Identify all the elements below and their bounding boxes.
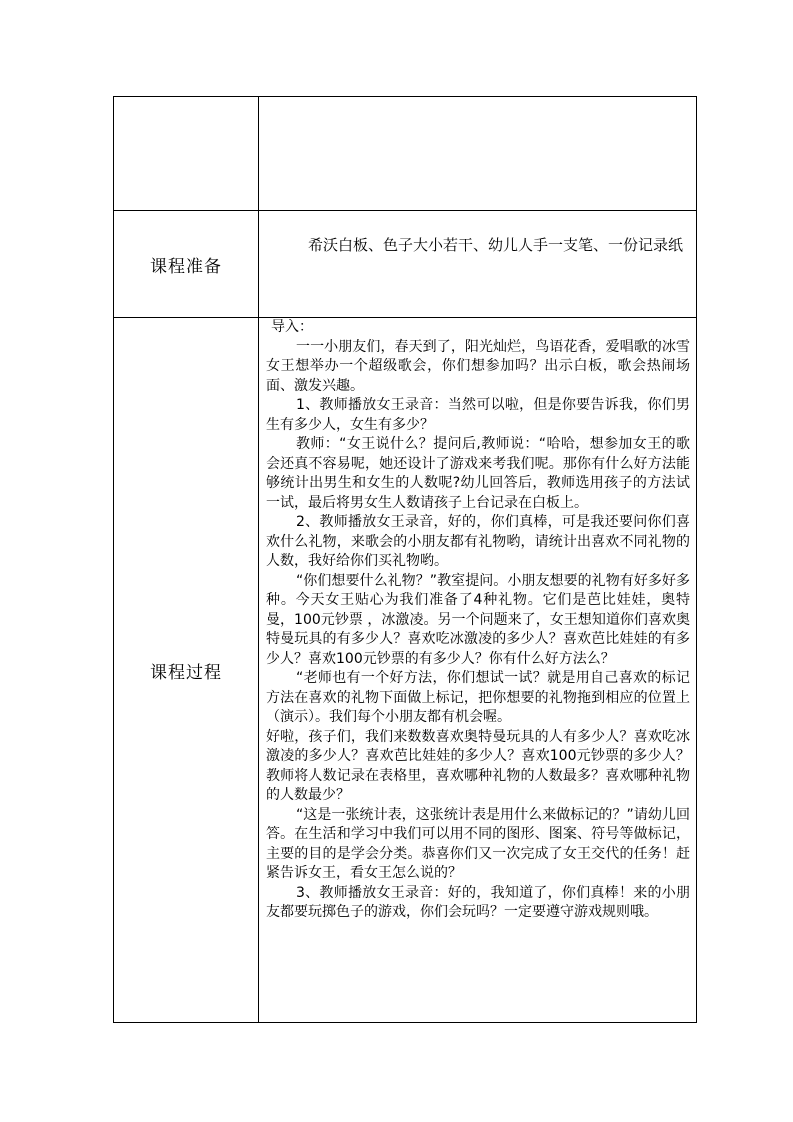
process-paragraph-intro: 导入： — [271, 319, 313, 335]
course-preparation-label: 课程准备 — [114, 211, 259, 318]
lesson-plan-table — [113, 96, 697, 1023]
course-preparation-text: 希沃白板、色子大小若干、幼儿人手一支笔、一份记录纸 — [308, 236, 684, 254]
process-paragraph: 3、教师播放女王录音：好的，我知道了，你们真棒！来的小朋友都要玩掷色子的游戏，你们会玩吗？一定要遵守游戏规则哦。 — [266, 884, 690, 920]
process-paragraph: 一一小朋友们，春天到了，阳光灿烂，鸟语花香，爱唱歌的冰雪女王想举办一个超级歌会，你们想参加吗？出示白板，歌会热闹场面、激发兴趣。 — [266, 338, 690, 394]
process-paragraph: “老师也有一个好方法，你们想试一试？就是用自己喜欢的标记方法在喜欢的礼物下面做上标记，把你想要的礼物拖到相应的位置上（演示）。我们每个小朋友都有机会喔。 — [266, 670, 690, 725]
course-process-label: 课程过程 — [114, 318, 259, 1023]
course-preparation-content — [259, 211, 697, 318]
process-paragraph: 1、教师播放女王录音：当然可以啦，但是你要告诉我，你们男生有多少人，女生有多少？ — [266, 397, 690, 433]
process-paragraph: 2、教师播放女王录音，好的，你们真棒，可是我还要问你们喜欢什么礼物，来歌会的小朋友都有礼物哟，请统计出喜欢不同礼物的人数，我好给你们买礼物哟。 — [266, 514, 690, 569]
table-row-course-process — [114, 318, 697, 1023]
table-row-blank — [114, 97, 697, 211]
table-row-course-preparation — [114, 211, 697, 318]
row-label-blank — [114, 97, 259, 211]
course-process-content — [259, 318, 697, 1023]
process-paragraph: 好啦，孩子们，我们来数数喜欢奥特曼玩具的人有多少人？喜欢吃冰激凌的多少人？喜欢芭比娃娃的多少人？喜欢100元钞票的多少人？教师将人数记录在表格里，喜欢哪种礼物的人数最多？喜欢哪种礼物的人数最少？ — [266, 728, 690, 803]
row-content-blank — [259, 97, 697, 211]
process-paragraph: “这是一张统计表，这张统计表是用什么来做标记的？”请幼儿回答。在生活和学习中我们可以用不同的图形、图案、符号等做标记，主要的目的是学会分类。恭喜你们又一次完成了女王交代的任务！赶紧告诉女王，看女王怎么说的？ — [266, 806, 690, 881]
process-paragraph: 教师：“女王说什么？提问后,教师说：“哈哈，想参加女王的歌会还真不容易呢，她还设计了游戏来考我们呢。那你有什么好方法能够统计出男生和女生的人数呢?幼儿回答后，教师选用孩子的方法试一试，最后将男女生人数请孩子上台记录在白板上。 — [266, 436, 690, 511]
course-process-text — [266, 318, 690, 923]
process-paragraph: “你们想要什么礼物？”教室提问。小朋友想要的礼物有好多好多种。今天女王贴心为我们准备了4种礼物。它们是芭比娃娃，奥特曼，100元钞票 ，冰激凌。另一个问题来了，女王想知道你们喜欢奥特曼玩具的有多少人？喜欢吃冰激凌的多少人？喜欢芭比娃娃的有多少人？喜欢100元钞票的有多少人？你有什么好方法么？ — [266, 572, 690, 667]
